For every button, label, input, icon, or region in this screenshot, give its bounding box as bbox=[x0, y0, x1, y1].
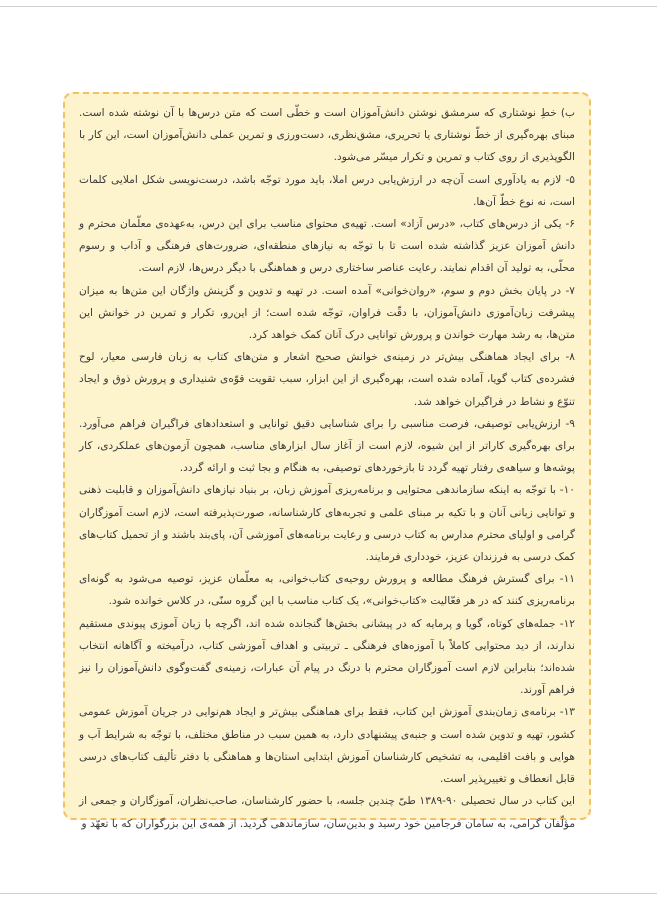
paragraph-11: ۱۱- برای گسترش فرهنگ مطالعه و پرورش روحیه‌ی کتاب‌خوانی، به معلّمان عزیز، توصیه می‌شود به گونه‌ای برنامه‌ریزی کنند که در هر فعّالیت «کتاب‌خوانی»، یک کتاب مناسب با این گروه سنّی، در کلاس خوانده شود. bbox=[79, 573, 575, 608]
paragraph-12: ۱۲- جمله‌های کوتاه، گویا و پرمایه که در پیشانی بخش‌ها گنجانده شده اند، اگرچه با زبان آموزی پیوندی مستقیم ندارند، از دید محتوایی کاملاً با آموزه‌های فرهنگی ـ تربیتی و اهداف آموزشی کتاب، درآمیخته و آگاهانه انتخاب شده‌اند؛ بنابراین لازم است آموزگاران محترم با درنگ در پیام آن عبارات، زمینه‌ی گفت‌وگوی دانش‌آموزان را نیز فراهم آورند. bbox=[79, 617, 575, 697]
paragraph-b: ب) خطِ نوشتاری که سرمشق نوشتن دانش‌آموزان است و خطّی است که متن درس‌ها با آن نوشته شده است. مبنای بهره‌گیری از خطّ نوشتاری یا تحریری، مشق‌نظری، دست‌ورزی و تمرین عملی دانش‌آموزان است، این کار با الگوپذیری از روی کتاب و تمرین و تکرار میسّر می‌شود. bbox=[79, 107, 575, 164]
paragraph-13: ۱۳- برنامه‌ی زمان‌بندی آموزش این کتاب، فقط برای هماهنگی بیش‌تر و ایجاد هم‌نوایی در جریان آموزش عمومی کشور، تهیه و تدوین شده است و جنبه‌ی پیشنهادی دارد، به همین سبب در مناطق مختلف، با توجّه به شرایط آب و هوایی و بافت اقلیمی، به تشخیص کارشناسان آموزش ابتدایی استان‌ها و هماهنگی با دفتر تألیف کتاب‌های درسی قابل انعطاف و تغییرپذیر است. bbox=[79, 706, 575, 786]
paragraph-10: ۱۰- با توجّه به اینکه سازماندهی محتوایی و برنامه‌ریزی آموزش زبان، بر بنیاد نیازهای دانش‌آموزان و قابلیت ذهنی و توانایی زبانی آنان و با تکیه بر مبنای علمی و تجربه‌های کارشناسانه، صورت‌پذیرفته است، لازم است آموزگاران گرامی و اولیای محترم مدارس به کتاب درسی و رعایت برنامه‌های آموزشی آن، پای‌بند باشند و از تحمیل کتاب‌های کمک درسی به فرزندان عزیز، خودداری فرمایند. bbox=[79, 484, 575, 564]
paragraph-9: ۹- ارزش‌یابی توصیفی، فرصت مناسبی را برای شناسایی دقیق توانایی و استعدادهای فراگیران فراهم می‌آورد. برای بهره‌گیری کاراتر از این شیوه، لازم است از آغاز سال ابزارهای مناسب، همچون آزمون‌های عملکردی، کار پوشه‌ها و سیاهه‌ی رفتار تهیه گردد تا بازخوردهای توصیفی، به هنگام و بجا ثبت و ارائه گردد. bbox=[79, 417, 575, 475]
page-bottom-rule bbox=[0, 893, 657, 894]
paragraph-8: ۸- برای ایجاد هماهنگی بیش‌تر در زمینه‌ی خوانش صحیح اشعار و متن‌های کتاب به زبان فارسی معیار، لوح فشرده‌ی کتاب گویا، آماده شده است، بهره‌گیری از این ابزار، سبب تقویت قوّه‌ی شنیداری و پرورش ذوق و ایجاد تنوّع و نشاط در فراگیران خواهد شد. bbox=[79, 351, 575, 408]
paragraph-closing: این کتاب در سال تحصیلی ۹۰-۱۳۸۹ طیّ چندین جلسه، با حضور کارشناسان، صاحب‌نظران، آموزگاران و جمعی از مؤلّفان گرامی، به سامان فرجامین خود رسید و بدین‌سان، سازماندهی گردید. از همه‌ی این بزرگواران که با تعهّد و bbox=[79, 795, 575, 830]
paragraph-5: ۵- لازم به یادآوری است آن‌چه در ارزش‌یابی درس املا، باید مورد توجّه باشد، درست‌نویسی شکل املایی کلمات است، نه نوع خطّ آن‌ها. bbox=[79, 173, 575, 208]
paragraph-7: ۷- در پایان بخش دوم و سوم، «روان‌خوانی» آمده است. در تهیه و تدوین و گزینش واژگان این متن‌ها به میزان پیشرفت زبان‌آموزی دانش‌آموزان، با دقّت فراوان، توجّه شده است؛ از این‌رو، تکرار و تمرین در خوانش این متن‌ها، به رشد مهارت خواندن و پرورش توانایی درک آنان کمک خواهد کرد. bbox=[79, 284, 575, 342]
paragraph-6: ۶- یکی از درس‌های کتاب، «درس آزاد» است. تهیه‌ی محتوای مناسب برای این درس، به‌عهده‌ی معلّمان محترم و دانش آموزان عزیز گذاشته شده است تا با توجّه به نیازهای منطقه‌ای، ضرورت‌های فرهنگی و آداب و رسوم محلّی، به تولید آن اقدام نمایند. رعایت عناصر ساختاری درس و هماهنگی با دیگر درس‌ها، لازم است. bbox=[79, 218, 575, 275]
page-top-rule bbox=[0, 6, 657, 7]
text-panel bbox=[63, 92, 591, 830]
